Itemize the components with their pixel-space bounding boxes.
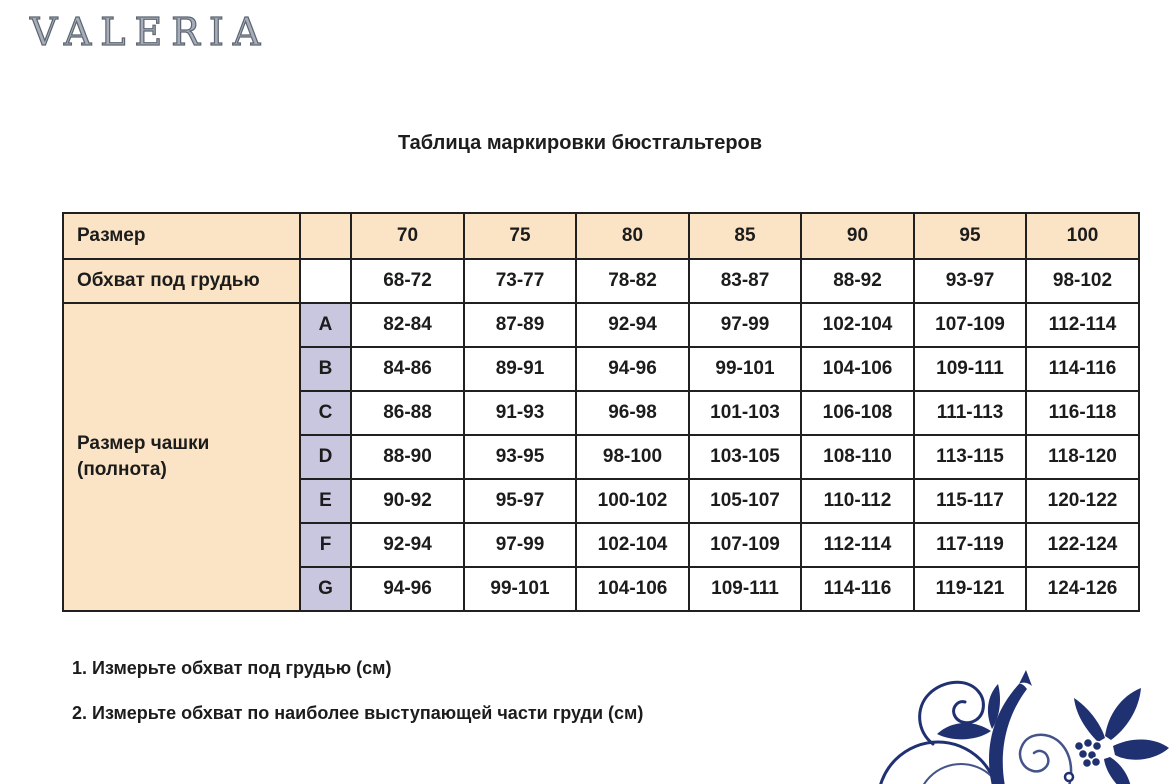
cup-value-cell: 107-109 xyxy=(914,303,1026,347)
cup-value-cell: 114-116 xyxy=(801,567,914,611)
cup-value-cell: 91-93 xyxy=(464,391,576,435)
cup-value-cell: 92-94 xyxy=(351,523,464,567)
cup-value-cell: 120-122 xyxy=(1026,479,1139,523)
cup-value-cell: 90-92 xyxy=(351,479,464,523)
bra-size-table xyxy=(62,212,1140,612)
cup-value-cell: 98-100 xyxy=(576,435,689,479)
cup-value-cell: 105-107 xyxy=(689,479,801,523)
measuring-instructions xyxy=(72,658,643,748)
size-header-cell: 85 xyxy=(689,213,801,259)
underbust-cell: 98-102 xyxy=(1026,259,1139,303)
cup-value-cell: 88-90 xyxy=(351,435,464,479)
underbust-cell: 93-97 xyxy=(914,259,1026,303)
cup-value-cell: 112-114 xyxy=(801,523,914,567)
cup-value-cell: 87-89 xyxy=(464,303,576,347)
cup-label-line2: (полнота) xyxy=(77,459,167,480)
size-header-cell: 75 xyxy=(464,213,576,259)
cup-value-cell: 117-119 xyxy=(914,523,1026,567)
size-header-cell: 100 xyxy=(1026,213,1139,259)
instruction-step-1: 1. Измерьте обхват под грудью (см) xyxy=(72,658,392,678)
cup-value-cell: 106-108 xyxy=(801,391,914,435)
cup-value-cell: 116-118 xyxy=(1026,391,1139,435)
cup-value-cell: 95-97 xyxy=(464,479,576,523)
cup-value-cell: 102-104 xyxy=(801,303,914,347)
table-row-cup-a xyxy=(63,303,1139,347)
underbust-cell: 83-87 xyxy=(689,259,801,303)
cup-value-cell: 107-109 xyxy=(689,523,801,567)
row-label-underbust: Обхват под грудью xyxy=(63,259,300,303)
cup-value-cell: 93-95 xyxy=(464,435,576,479)
cup-value-cell: 104-106 xyxy=(576,567,689,611)
size-header-cell: 70 xyxy=(351,213,464,259)
row-label-cup-size xyxy=(63,303,300,611)
size-header-cell: 95 xyxy=(914,213,1026,259)
cup-value-cell: 109-111 xyxy=(914,347,1026,391)
cup-value-cell: 97-99 xyxy=(689,303,801,347)
cup-value-cell: 94-96 xyxy=(576,347,689,391)
cup-value-cell: 115-117 xyxy=(914,479,1026,523)
cup-value-cell: 113-115 xyxy=(914,435,1026,479)
underbust-cell: 78-82 xyxy=(576,259,689,303)
cup-value-cell: 92-94 xyxy=(576,303,689,347)
cup-value-cell: 100-102 xyxy=(576,479,689,523)
cup-value-cell: 102-104 xyxy=(576,523,689,567)
cup-value-cell: 101-103 xyxy=(689,391,801,435)
brand-logo: VALERIA xyxy=(30,10,270,54)
cup-value-cell: 124-126 xyxy=(1026,567,1139,611)
cup-label-line1: Размер чашки xyxy=(77,433,210,455)
cup-value-cell: 114-116 xyxy=(1026,347,1139,391)
cup-letter-cell: F xyxy=(300,523,351,567)
cup-value-cell: 112-114 xyxy=(1026,303,1139,347)
cup-letter-cell: B xyxy=(300,347,351,391)
size-header-cell: 80 xyxy=(576,213,689,259)
cup-value-cell: 94-96 xyxy=(351,567,464,611)
row-label-size: Размер xyxy=(63,213,300,259)
cup-value-cell: 89-91 xyxy=(464,347,576,391)
cup-value-cell: 84-86 xyxy=(351,347,464,391)
cup-value-cell: 104-106 xyxy=(801,347,914,391)
cup-value-cell: 99-101 xyxy=(464,567,576,611)
cup-letter-cell: E xyxy=(300,479,351,523)
cup-value-cell: 119-121 xyxy=(914,567,1026,611)
floral-ornament-icon xyxy=(873,634,1173,784)
underbust-cell: 88-92 xyxy=(801,259,914,303)
cup-letter-cell: D xyxy=(300,435,351,479)
cup-value-cell: 97-99 xyxy=(464,523,576,567)
underbust-cell: 68-72 xyxy=(351,259,464,303)
cup-value-cell: 86-88 xyxy=(351,391,464,435)
spacer-cell xyxy=(300,259,351,303)
cup-value-cell: 99-101 xyxy=(689,347,801,391)
cup-value-cell: 118-120 xyxy=(1026,435,1139,479)
instruction-step-2: 2. Измерьте обхват по наиболее выступающей части груди (см) xyxy=(72,703,644,723)
cup-value-cell: 82-84 xyxy=(351,303,464,347)
cup-value-cell: 108-110 xyxy=(801,435,914,479)
page-title: Таблица маркировки бюстгальтеров xyxy=(397,132,763,154)
cup-value-cell: 122-124 xyxy=(1026,523,1139,567)
cup-value-cell: 103-105 xyxy=(689,435,801,479)
size-header-cell: 90 xyxy=(801,213,914,259)
table-row-size xyxy=(63,213,1139,259)
spacer-cell xyxy=(300,213,351,259)
cup-value-cell: 111-113 xyxy=(914,391,1026,435)
table-row-underbust xyxy=(63,259,1139,303)
underbust-cell: 73-77 xyxy=(464,259,576,303)
cup-value-cell: 109-111 xyxy=(689,567,801,611)
cup-letter-cell: A xyxy=(300,303,351,347)
cup-value-cell: 96-98 xyxy=(576,391,689,435)
cup-letter-cell: C xyxy=(300,391,351,435)
cup-value-cell: 110-112 xyxy=(801,479,914,523)
cup-letter-cell: G xyxy=(300,567,351,611)
